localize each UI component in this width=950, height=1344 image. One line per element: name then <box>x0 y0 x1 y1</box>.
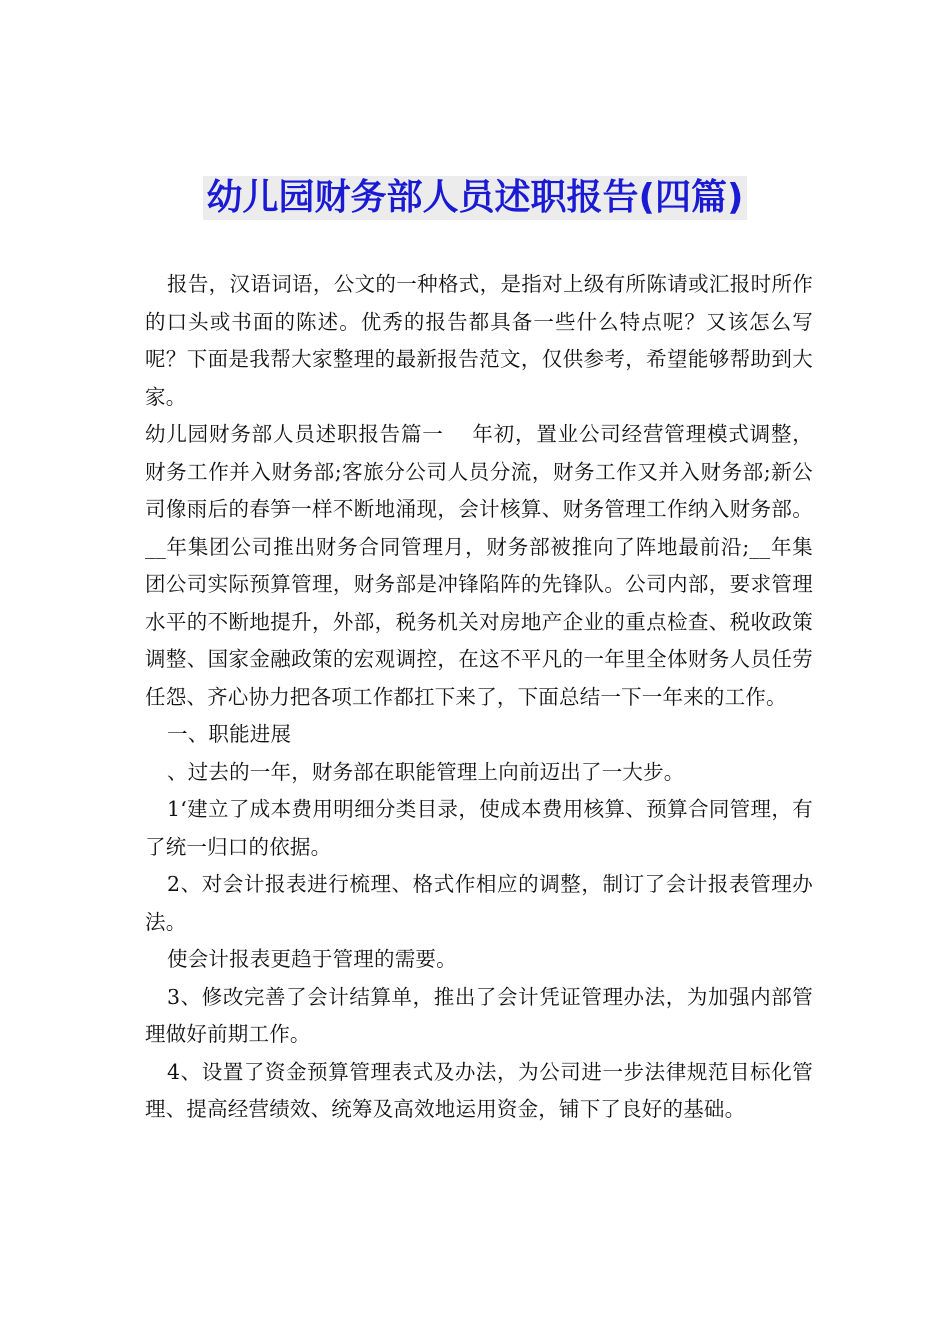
page-title: 幼儿园财务部人员述职报告(四篇) <box>203 176 748 220</box>
paragraph-item: 、过去的一年，财务部在职能管理上向前迈出了一大步。 <box>167 759 685 784</box>
paragraph-item: 使会计报表更趋于管理的需要。 <box>167 947 457 971</box>
paragraph-item: 3、修改完善了会计结算单，推出了会计凭证管理办法，为加强内部管理做好前期工作。 <box>145 984 813 1046</box>
section-heading: 一、职能进展 <box>167 722 292 746</box>
document-body <box>145 266 813 1129</box>
paragraph-item: 2、对会计报表进行梳理、格式作相应的调整，制订了会计报表管理办法。 <box>145 872 813 934</box>
paragraph-intro: 报告，汉语词语，公文的一种格式，是指对上级有所陈请或汇报时所作的口头或书面的陈述。优秀的报告都具备一些什么特点呢？又该怎么写呢？下面是我帮大家整理的最新报告范文，仅供参考，希望能够帮助到大家。 <box>145 272 813 409</box>
paragraph-item: 4、设置了资金预算管理表式及办法，为公司进一步法律规范目标化管理、提高经营绩效、统筹及高效地运用资金，铺下了良好的基础。 <box>145 1059 813 1121</box>
title-container <box>0 176 950 220</box>
paragraph-report-1: 幼儿园财务部人员述职报告篇一 年初，置业公司经营管理模式调整，财务工作并入财务部;客旅分公司人员分流，财务工作又并入财务部;新公司像雨后的春笋一样不断地涌现，会计核算、财务管理工作纳入财务部。__年集团公司推出财务合同管理月，财务部被推向了阵地最前沿;__年集团公司实际预算管理，财务部是冲锋陷阵的先锋队。公司内部，要求管理水平的不断地提升，外部，税务机关对房地产企业的重点检查、税收政策调整、国家金融政策的宏观调控，在这不平凡的一年里全体财务人员任劳任怨、齐心协力把各项工作都扛下来了，下面总结一下一年来的工作。 <box>145 422 813 709</box>
paragraph-item: 1‘建立了成本费用明细分类目录，使成本费用核算、预算合同管理，有了统一归口的依据。 <box>145 797 813 859</box>
